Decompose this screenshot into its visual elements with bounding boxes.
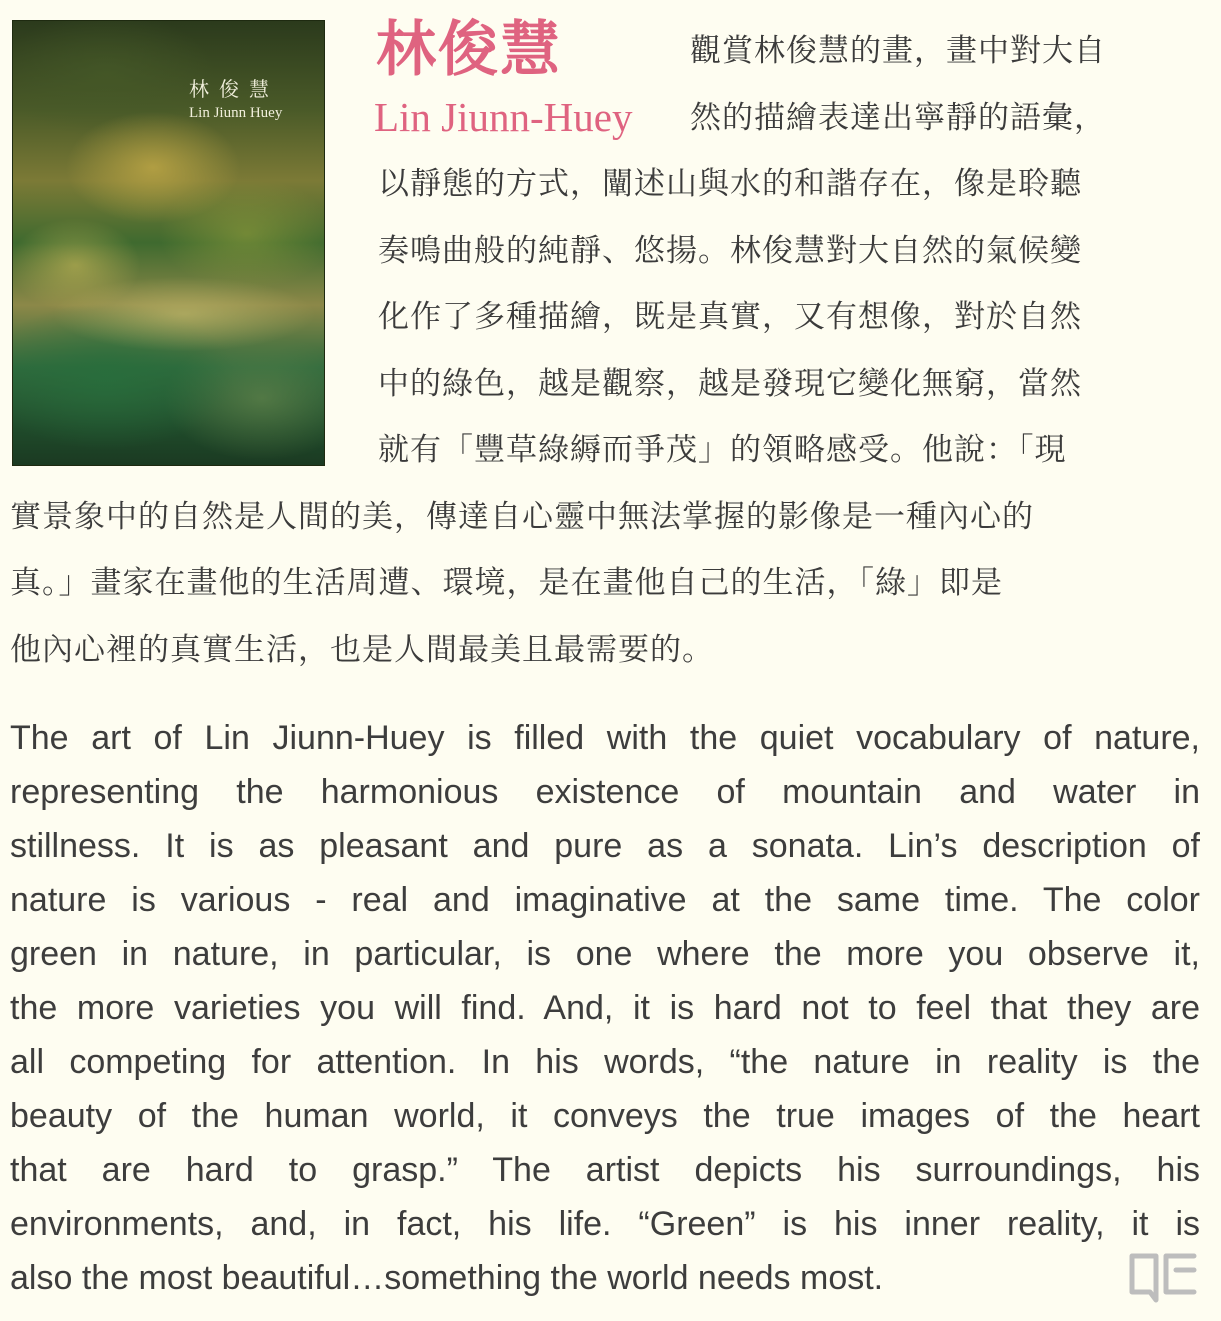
english-text-line: the more varieties you will find. And, it is hard not to feel that they are [10, 989, 1200, 1027]
english-text-line: environments, and, in fact, his life. “Green” is his inner reality, it is [10, 1205, 1200, 1243]
artist-name-chinese: 林俊慧 [376, 15, 562, 85]
chinese-text-line: 他內心裡的真實生活，也是人間最美且最需要的。 [10, 632, 714, 668]
book-logo-icon [1128, 1250, 1198, 1304]
english-text-line: also the most beautiful…something the world needs most. [10, 1259, 884, 1297]
english-text-line: stillness. It is as pleasant and pure as a sonata. Lin’s description of [10, 827, 1200, 865]
english-text-line: beauty of the human world, it conveys the true images of the heart [10, 1097, 1200, 1135]
chinese-text-line: 奏鳴曲般的純靜、悠揚。林俊慧對大自然的氣候變 [378, 233, 1082, 269]
chinese-text-line: 然的描繪表達出寧靜的語彙， [690, 100, 1106, 136]
chinese-text-line: 觀賞林俊慧的畫，畫中對大自 [690, 33, 1106, 69]
cover-title-chinese: 林俊慧 [189, 77, 279, 101]
artist-name-english: Lin Jiunn-Huey [374, 94, 633, 140]
chinese-text-line: 真。」畫家在畫他的生活周遭、環境，是在畫他自己的生活，「綠」即是 [10, 565, 1003, 601]
english-text-line: all competing for attention. In his words, “the nature in reality is the [10, 1043, 1200, 1081]
chinese-text-line: 實景象中的自然是人間的美，傳達自心靈中無法掌握的影像是一種內心的 [10, 499, 1034, 535]
book-cover-image [12, 20, 325, 466]
chinese-text-line: 就有「豐草綠縟而爭茂」的領略感受。他說：「現 [378, 432, 1067, 468]
cover-title-english: Lin Jiunn Huey [189, 105, 283, 121]
english-text-line: green in nature, in particular, is one where the more you observe it, [10, 935, 1200, 973]
chinese-text-line: 以靜態的方式，闡述山與水的和諧存在，像是聆聽 [378, 166, 1082, 202]
english-text-line: nature is various - real and imaginative at the same time. The color [10, 881, 1200, 919]
chinese-text-line: 化作了多種描繪，既是真實，又有想像，對於自然 [378, 299, 1082, 335]
english-text-line: The art of Lin Jiunn-Huey is filled with the quiet vocabulary of nature, [10, 719, 1200, 757]
chinese-text-line: 中的綠色，越是觀察，越是發現它變化無窮，當然 [378, 366, 1082, 402]
english-text-line: that are hard to grasp.” The artist depicts his surroundings, his [10, 1151, 1200, 1189]
english-text-line: representing the harmonious existence of mountain and water in [10, 773, 1200, 811]
